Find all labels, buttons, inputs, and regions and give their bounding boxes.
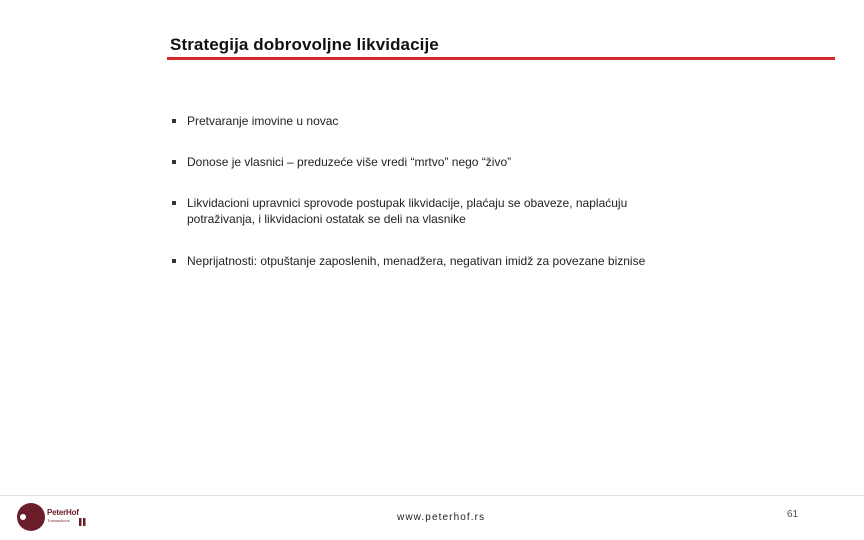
logo-subtitle: Transactions xyxy=(47,518,70,523)
bullet-text: Donose je vlasnici – preduzeće više vredi “mrtvo” nego “živo” xyxy=(187,155,512,169)
bullet-item xyxy=(172,253,667,269)
square-bullet-icon xyxy=(172,119,176,123)
bullet-text: Neprijatnosti: otpuštanje zaposlenih, menadžera, negativan imidž za povezane biznise xyxy=(187,254,646,268)
logo-name: PeterHof xyxy=(47,508,79,517)
square-bullet-icon xyxy=(172,259,176,263)
square-bullet-icon xyxy=(172,160,176,164)
bullet-item xyxy=(172,195,667,227)
bullet-text: Pretvaranje imovine u novac xyxy=(187,114,339,128)
bullet-item xyxy=(172,154,667,170)
slide-title: Strategija dobrovoljne likvidacije xyxy=(170,35,439,54)
website-link[interactable]: www.peterhof.rs xyxy=(397,512,486,523)
peterhof-logo-icon xyxy=(16,502,116,532)
title-underline xyxy=(167,57,835,60)
square-bullet-icon xyxy=(172,201,176,205)
bullet-text: Likvidacioni upravnici sprovode postupak likvidacije, plaćaju se obaveze, naplaćuju potraživanja, i likvidacioni ostatak se deli na vlasnike xyxy=(187,196,628,226)
footer-divider xyxy=(0,495,864,496)
bullet-item xyxy=(172,113,667,129)
page-number: 61 xyxy=(787,509,799,520)
peterhof-logo xyxy=(16,502,116,532)
